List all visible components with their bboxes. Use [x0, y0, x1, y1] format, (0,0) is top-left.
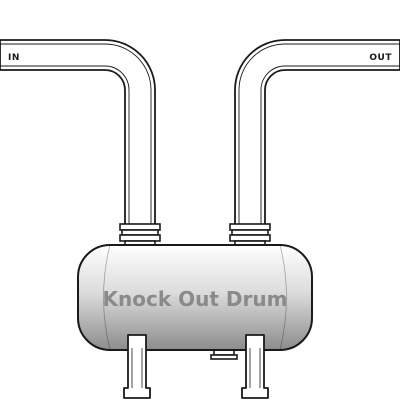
vessel-name-label: Knock Out Drum: [102, 287, 288, 311]
inlet-flange: [120, 224, 160, 241]
left-support-leg: [124, 335, 150, 398]
outlet-flange: [230, 224, 270, 241]
right-support-leg: [242, 335, 268, 398]
inlet-label: IN: [8, 53, 20, 63]
inlet-pipe: [0, 40, 155, 227]
outlet-label: OUT: [369, 53, 392, 63]
outlet-pipe: [235, 40, 400, 227]
